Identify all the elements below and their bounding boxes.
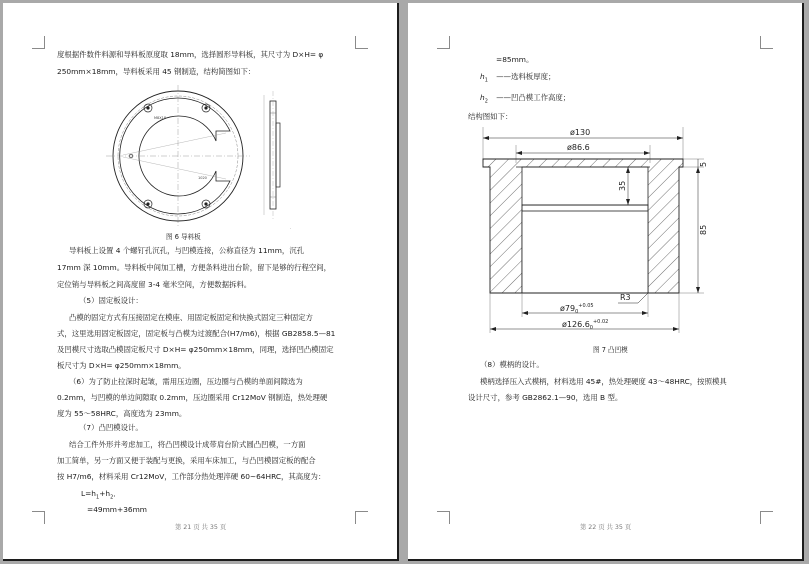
- crop-mark: [437, 36, 450, 49]
- paragraph-line: 度根据件数件料源和导料板原度取 18mm，选择圆形导料板，其尺寸为 D×H= φ: [57, 50, 324, 59]
- guide-plate-drawing: [98, 83, 323, 231]
- page-footer: 第 22 页 共 35 页: [580, 524, 632, 531]
- dimension-bore-tolerance: $ø79_0^{+0.05}$: [560, 303, 594, 315]
- paragraph-line: 加工简单，另一方面又便于装配与更换，采用车床加工，与凸凹模固定板的配合: [57, 456, 316, 465]
- formula: $L=h_1+h_2$．: [81, 489, 121, 501]
- crop-mark: [760, 511, 773, 524]
- paragraph-line: 0.2mm，与凹模的单边间隙取 0.2mm，压边圈采用 Cr12MoV 钢制造，热处理硬: [57, 393, 328, 402]
- paragraph-line: 度为 55～58HRC，高度选为 23mm。: [57, 409, 187, 418]
- crop-mark: [32, 36, 45, 49]
- paragraph-line: 式，这里选用固定板固定，固定板与凸模为过渡配合(H7/m6)，根据 GB2858.5—81: [57, 329, 336, 338]
- crop-mark: [32, 511, 45, 524]
- figure-caption: 图 6 导料板: [166, 233, 201, 241]
- page-footer: 第 21 页 共 35 页: [175, 524, 227, 531]
- symbol-definition: $h_2$ ——凹凸模工作高度；: [480, 93, 571, 105]
- paragraph-line: 按 H7/m6，材料采用 Cr12MoV，工作部分热处理淬硬 60~64HRC，其高度为：: [57, 472, 326, 481]
- paragraph-line: 及凹模尺寸选取凸模固定板尺寸 D×H= φ250mm×18mm，同理，选择凹凸模固定: [57, 345, 334, 354]
- paragraph-line: 板尺寸为 D×H= φ250mm×18mm。: [57, 361, 186, 370]
- formula-result: =85mm。: [496, 55, 534, 64]
- dimension-total-height: 85: [699, 224, 708, 235]
- symbol-definition: $h_1$ ——选料板厚度；: [480, 72, 556, 84]
- document-page-22: [408, 3, 804, 561]
- document-page-21: [3, 3, 399, 561]
- section-heading: （8）模柄的设计。: [480, 360, 544, 369]
- drawing-label: M8X18: [154, 116, 167, 120]
- dimension-radius: R3: [620, 293, 631, 302]
- crop-mark: [437, 511, 450, 524]
- paragraph-line: 导料板上设置 4 个螺钉孔沉孔，与凹模连接，公称直径为 11mm，沉孔: [69, 246, 305, 255]
- paragraph-line: 250mm×18mm，导料板采用 45 钢制造，结构简图如下：: [57, 67, 256, 76]
- dimension-outer-diameter: ø130: [570, 128, 591, 137]
- formula-result: =49mm+36mm: [87, 505, 147, 514]
- crop-mark: [355, 511, 368, 524]
- crop-mark: [355, 36, 368, 49]
- paragraph-line: 17mm 深 10mm。导料板中间加工槽，方便条料进出台阶，留下是够的行程空间，: [57, 263, 332, 272]
- svg-text:.: .: [290, 226, 292, 230]
- dimension-shoulder-diameter: ø86.6: [567, 143, 590, 152]
- paragraph-line: 结合工件外形并考虑加工，将凸凹模设计成带肩台阶式圆凸凹模，一方面: [69, 440, 306, 449]
- punch-die-drawing: [468, 123, 718, 343]
- paragraph-line: 定位销与导料板之间高度留 3-4 毫米空间，方便数据拆料。: [57, 280, 252, 289]
- section-heading: （7）凸凹模设计。: [79, 423, 143, 432]
- section-heading: （5）固定板设计：: [79, 296, 143, 305]
- drawing-label: 1020: [198, 176, 207, 180]
- paragraph-line: 凸模的固定方式有压接固定在模座、用固定板固定和快换式固定三种固定方: [69, 313, 313, 322]
- structure-label: 结构图如下：: [468, 112, 513, 121]
- dimension-inner-depth: 35: [618, 180, 627, 191]
- dimension-outer-tolerance: $ø126.6_0^{+0.02}$: [562, 319, 609, 331]
- paragraph-line: 模柄选择压入式模柄，材料选用 45#，热处理硬度 43～48HRC，按照模具: [480, 377, 727, 386]
- figure-caption: 图 7 凸凹模: [593, 346, 628, 354]
- paragraph-line: 设计尺寸，参考 GB2862.1—90，选用 B 型。: [468, 393, 623, 402]
- paragraph-line: （6）为了防止拉深时起皱，需用压边圈，压边圈与凸模的单面间隙选为: [69, 377, 303, 386]
- crop-mark: [760, 36, 773, 49]
- dimension-shoulder-height: 5: [699, 161, 708, 167]
